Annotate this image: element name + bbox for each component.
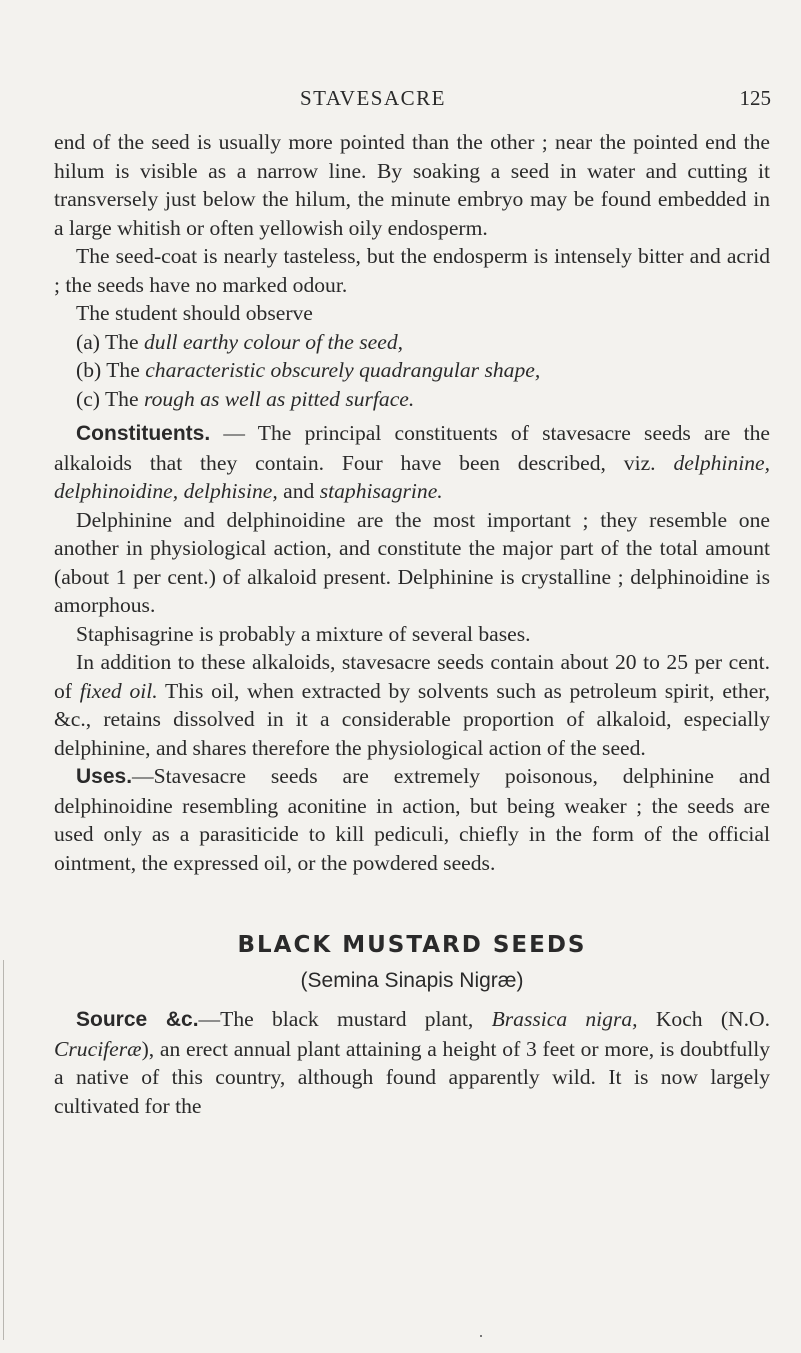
item-italic-text: characteristic obscurely quadrangular shape,	[145, 358, 541, 382]
running-title: STAVESACRE	[300, 86, 446, 110]
paragraph: Staphisagrine is probably a mixture of several bases.	[76, 621, 531, 646]
observation-item-b	[54, 356, 770, 385]
constituents-heading: Constituents.	[76, 422, 211, 445]
scan-speck	[480, 1335, 482, 1337]
uses-text: —Stavesacre seeds are extremely poisonous, delphinine and delphinoidine resembling aconitine in action, but being weaker ; the seeds are used only as a parasiticide to kill pediculi, chiefly in the form of the official ointment, the expressed oil, or the powdered seeds.	[54, 764, 770, 875]
item-text: The	[104, 329, 139, 354]
source-text: —The black mustard plant,	[198, 1007, 492, 1031]
paragraph: Delphinine and delphinoidine are the most important ; they resemble one another in physiological action, and constitute the major part of the total amount (about 1 per cent.) of alkaloid present. Delphinine is crystalline ; delphinoidine is amorphous.	[54, 507, 770, 617]
paragraph: end of the seed is usually more pointed than the other ; near the pointed end the hilum is visible as a narrow line. By soaking a seed in water and cutting it transversely just below the hilum, the minute embryo may be found embedded in a large whitish or often yellowish oily endosperm.	[54, 130, 770, 240]
uses-paragraph	[54, 762, 770, 877]
item-text: The	[104, 386, 139, 411]
page-number: 125	[739, 86, 771, 110]
alkaloid-name: staphisagrine.	[319, 479, 443, 503]
item-italic-text: dull earthy colour of the seed,	[143, 329, 404, 354]
alkaloid-name: delphinoidine,	[54, 479, 179, 503]
source-paragraph	[54, 1005, 770, 1120]
source-text: ), an erect annual plant attaining a height of 3 feet or more, is doubtfully a native of this country, although found apparently wild. It is now largely cultivated for the	[54, 1036, 770, 1118]
page-header	[0, 86, 801, 116]
item-marker: (a)	[76, 329, 100, 354]
section-title: BLACK MUSTARD SEEDS	[237, 932, 587, 958]
section-subtitle: (Semina Sinapis Nigræ)	[300, 969, 524, 992]
item-marker: (b)	[76, 358, 102, 382]
page-body	[54, 128, 770, 1120]
alkaloid-name: delphisine,	[183, 479, 278, 503]
observation-item-c	[54, 385, 770, 414]
paragraph: The seed-coat is nearly tasteless, but the endosperm is intensely bitter and acrid ; the seeds have no marked odour.	[54, 244, 770, 297]
constituents-text: — The principal constituents of stavesacre seeds are the alkaloids that they contain. Four have been described, viz.	[54, 421, 770, 475]
species-name: Brassica nigra,	[491, 1007, 638, 1031]
paragraph-text: In addition to these alkaloids, stavesacre seeds contain about 20 to 25 per cent. of	[54, 650, 770, 703]
fixed-oil-term: fixed oil.	[79, 678, 158, 703]
constituents-paragraph	[54, 419, 770, 506]
item-italic-text: rough as well as pitted surface.	[143, 386, 415, 411]
paragraph-text: This oil, when extracted by solvents such as petroleum spirit, ether, &c., retains dissolved in it a considerable proportion of alkaloid, especially delphinine, and shares therefore the physiological action of the seed.	[54, 678, 771, 760]
scan-margin-line	[3, 960, 4, 1340]
uses-heading: Uses.	[76, 765, 133, 788]
paragraph: The student should observe	[76, 301, 313, 325]
observation-item-a	[54, 328, 770, 357]
fixed-oil-paragraph	[54, 648, 770, 762]
source-heading: Source &c.	[76, 1008, 199, 1031]
conjunction: and	[283, 479, 315, 503]
source-text: Koch (N.O.	[637, 1007, 770, 1031]
item-marker: (c)	[76, 386, 100, 411]
alkaloid-name: delphinine,	[673, 450, 770, 475]
family-name: Cruciferæ	[54, 1036, 142, 1061]
item-text: The	[106, 358, 140, 382]
